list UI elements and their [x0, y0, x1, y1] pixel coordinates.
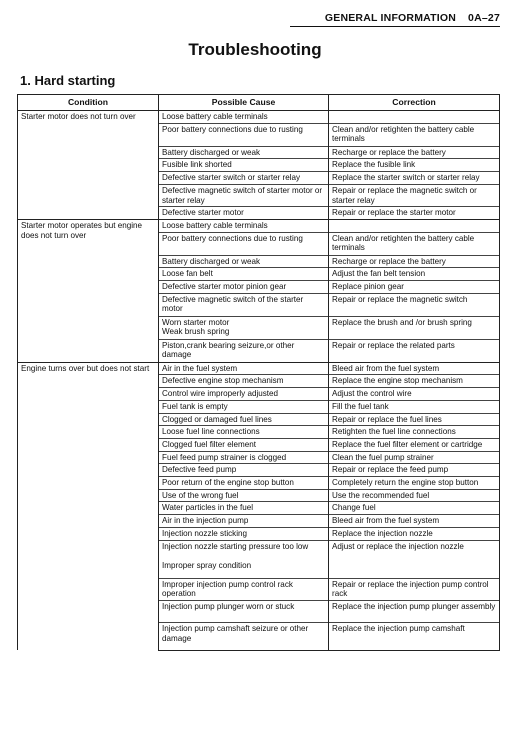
table-header-row — [18, 95, 500, 111]
cause-cell: Fuel feed pump strainer is clogged — [159, 451, 329, 464]
column-header-correction: Correction — [329, 95, 500, 111]
cause-cell: Piston,crank bearing seizure,or other damage — [159, 339, 329, 362]
correction-cell: Replace the engine stop mechanism — [329, 375, 500, 388]
cause-cell: Fuel tank is empty — [159, 400, 329, 413]
correction-cell: Adjust or replace the injection nozzle — [329, 540, 500, 578]
cause-cell: Water particles in the fuel — [159, 502, 329, 515]
cause-cell: Injection nozzle sticking — [159, 527, 329, 540]
cause-cell: Battery discharged or weak — [159, 255, 329, 268]
cause-cell: Use of the wrong fuel — [159, 489, 329, 502]
correction-cell: Repair or replace the injection pump control rack — [329, 578, 500, 600]
correction-cell: Recharge or replace the battery — [329, 146, 500, 159]
table-row — [18, 111, 500, 124]
cause-cell: Control wire improperly adjusted — [159, 388, 329, 401]
section-heading: 1. Hard starting — [20, 73, 116, 88]
table-body — [18, 111, 500, 651]
cause-cell: Defective feed pump — [159, 464, 329, 477]
cause-cell: Fusible link shorted — [159, 159, 329, 172]
correction-cell: Repair or replace the related parts — [329, 339, 500, 362]
cause-cell: Defective starter motor — [159, 207, 329, 220]
cause-cell: Injection nozzle starting pressure too low Improper spray condition — [159, 540, 329, 578]
column-header-condition: Condition — [18, 95, 159, 111]
correction-cell: Replace the injection pump plunger assembly — [329, 600, 500, 622]
cause-cell: Defective starter switch or starter relay — [159, 172, 329, 185]
cause-cell: Battery discharged or weak — [159, 146, 329, 159]
cause-cell: Defective magnetic switch of starter motor or starter relay — [159, 184, 329, 206]
header-section: GENERAL INFORMATION — [324, 12, 457, 24]
correction-cell: Adjust the control wire — [329, 388, 500, 401]
running-header — [290, 12, 500, 27]
header-page-number: 0A–27 — [468, 12, 500, 24]
troubleshooting-table — [17, 94, 500, 651]
table-row — [18, 219, 500, 232]
cause-cell: Poor battery connections due to rusting — [159, 232, 329, 255]
correction-cell: Repair or replace the magnetic switch — [329, 293, 500, 316]
cause-cell: Poor battery connections due to rusting — [159, 123, 329, 146]
cause-cell: Injection pump camshaft seizure or other damage — [159, 622, 329, 650]
correction-cell: Clean and/or retighten the battery cable terminals — [329, 123, 500, 146]
condition-cell: Starter motor does not turn over — [18, 111, 159, 220]
cause-cell: Loose battery cable terminals — [159, 219, 329, 232]
correction-cell: Completely return the engine stop button — [329, 477, 500, 490]
condition-cell: Engine turns over but does not start — [18, 362, 159, 650]
cause-cell: Air in the fuel system — [159, 362, 329, 375]
correction-cell: Replace the injection nozzle — [329, 527, 500, 540]
correction-cell: Repair or replace the starter motor — [329, 207, 500, 220]
cause-cell: Air in the injection pump — [159, 515, 329, 528]
cause-cell: Worn starter motor Weak brush spring — [159, 316, 329, 339]
cause-cell: Defective starter motor pinion gear — [159, 281, 329, 294]
correction-cell: Replace pinion gear — [329, 281, 500, 294]
correction-cell: Replace the brush and /or brush spring — [329, 316, 500, 339]
cause-cell: Improper injection pump control rack operation — [159, 578, 329, 600]
correction-cell: Replace the starter switch or starter relay — [329, 172, 500, 185]
correction-cell: Replace the fusible link — [329, 159, 500, 172]
condition-cell: Starter motor operates but engine does not turn over — [18, 219, 159, 362]
correction-cell: Repair or replace the feed pump — [329, 464, 500, 477]
cause-cell: Loose fan belt — [159, 268, 329, 281]
correction-cell: Adjust the fan belt tension — [329, 268, 500, 281]
cause-cell: Loose battery cable terminals — [159, 111, 329, 124]
cause-cell: Injection pump plunger worn or stuck — [159, 600, 329, 622]
cause-cell: Defective magnetic switch of the starter motor — [159, 293, 329, 316]
correction-cell: Change fuel — [329, 502, 500, 515]
correction-cell — [329, 111, 500, 124]
correction-cell: Bleed air from the fuel system — [329, 515, 500, 528]
correction-cell: Bleed air from the fuel system — [329, 362, 500, 375]
correction-cell: Repair or replace the fuel lines — [329, 413, 500, 426]
correction-cell: Recharge or replace the battery — [329, 255, 500, 268]
correction-cell: Fill the fuel tank — [329, 400, 500, 413]
page-title: Troubleshooting — [188, 40, 322, 59]
correction-cell: Use the recommended fuel — [329, 489, 500, 502]
correction-cell: Repair or replace the magnetic switch or starter relay — [329, 184, 500, 206]
correction-cell: Clean the fuel pump strainer — [329, 451, 500, 464]
correction-cell: Clean and/or retighten the battery cable terminals — [329, 232, 500, 255]
correction-cell — [329, 219, 500, 232]
cause-cell: Poor return of the engine stop button — [159, 477, 329, 490]
cause-cell: Defective engine stop mechanism — [159, 375, 329, 388]
cause-cell: Clogged fuel filter element — [159, 438, 329, 451]
correction-cell: Retighten the fuel line connections — [329, 426, 500, 439]
table-row — [18, 362, 500, 375]
correction-cell: Replace the fuel filter element or cartridge — [329, 438, 500, 451]
cause-cell: Clogged or damaged fuel lines — [159, 413, 329, 426]
correction-cell: Replace the injection pump camshaft — [329, 622, 500, 650]
cause-cell: Loose fuel line connections — [159, 426, 329, 439]
column-header-cause: Possible Cause — [159, 95, 329, 111]
